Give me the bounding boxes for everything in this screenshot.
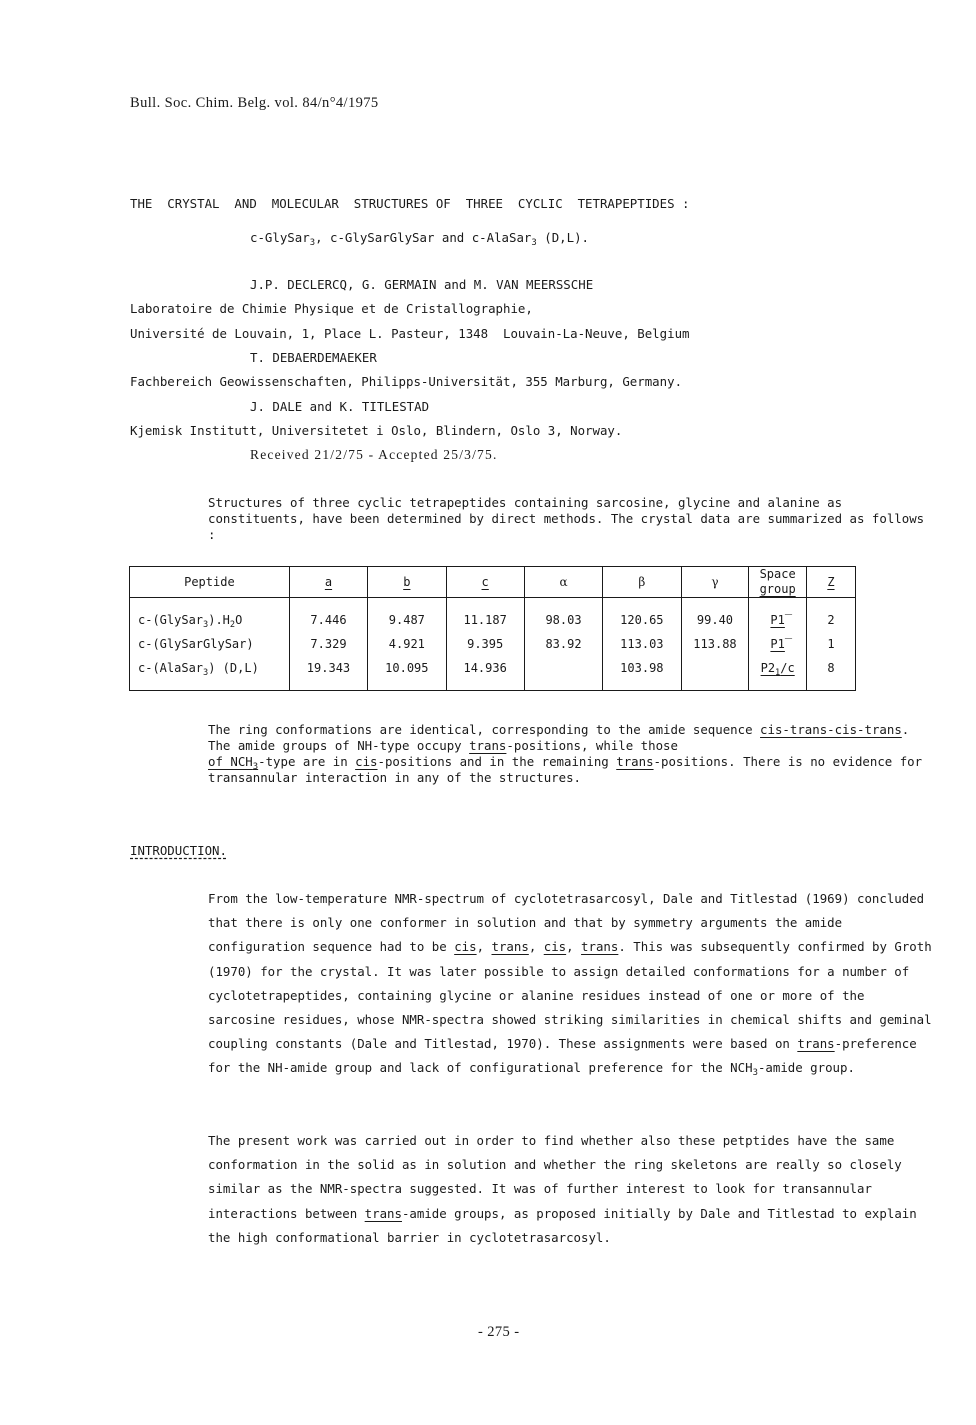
intro-paragraph-1: From the low-temperature NMR-spectrum of cyclotetrasarcosyl, Dale and Titlestad (1969) concluded that there is only one conformer in solution and that by symmetry arguments the amide configuration sequence had to be cis, trans, cis, trans. This was subsequently confirmed by Groth (1970) for the crystal. It was later possible to assign detailed conformations for a number of cyclotetrapeptides, containing glycine or alanine residues instead of one or more of the sarcosine residues, whose NMR-spectra showed striking similarities in chemical shifts and geminal coupling constants (Dale and Titlestad, 1970). These assignments were based on trans-preference for the NH-amide group and lack of configurational preference for the $NCH_3$-amide group. — [208, 891, 932, 1079]
col-space-group: Space group — [749, 567, 806, 598]
cell-b: 9.487 — [368, 598, 446, 633]
cell-b: 4.921 — [368, 632, 446, 656]
col-beta: β — [603, 567, 681, 598]
cell-alpha — [524, 656, 602, 691]
cell-gamma: 113.88 — [681, 632, 749, 656]
journal-citation: Bull. Soc. Chim. Belg. vol. 84/n°4/1975 — [130, 95, 379, 111]
cell-space-group: $P2_1/c$ — [749, 656, 806, 691]
crystal-data-table — [129, 566, 856, 691]
abstract-paragraph-1: Structures of three cyclic tetrapeptides containing sarcosine, glycine and alanine as constituents, have been determined by direct methods. The crystal data are summarized as follows : — [208, 495, 925, 542]
affiliation-1b: Université de Louvain, 1, Place L. Pasteur, 1348 Louvain-La-Neuve, Belgium — [130, 326, 690, 341]
cell-alpha: 83.92 — [524, 632, 602, 656]
col-alpha: α — [524, 567, 602, 598]
cell-gamma — [681, 656, 749, 691]
cell-peptide: c-(AlaSar$_3$) (D,L) — [130, 656, 290, 691]
cell-c: 11.187 — [446, 598, 524, 633]
table-row — [130, 598, 856, 633]
cell-z: 1 — [806, 632, 855, 656]
page-number: - 275 - — [478, 1324, 520, 1340]
cell-z: 2 — [806, 598, 855, 633]
cell-a: 7.446 — [289, 598, 367, 633]
cell-c: 9.395 — [446, 632, 524, 656]
table-row — [130, 656, 856, 691]
cell-alpha: 98.03 — [524, 598, 602, 633]
cell-space-group: P1̅ — [749, 632, 806, 656]
col-c: c — [481, 574, 489, 589]
col-gamma: γ — [681, 567, 749, 598]
abstract-paragraph-2: The ring conformations are identical, corresponding to the amide sequence cis-trans-cis-trans. The amide groups of NH-type occupy trans-positions, while those of $NCH_3$-type are in cis-positions and in the remaining trans-positions. There is no evidence for transannular interaction in any of the structures. — [208, 722, 923, 785]
cell-beta: 120.65 — [603, 598, 681, 633]
affiliation-1: Laboratoire de Chimie Physique et de Cristallographie, — [130, 301, 533, 316]
author-names-2: T. DEBAERDEMAEKER — [250, 350, 377, 365]
table-row — [130, 632, 856, 656]
cell-z: 8 — [806, 656, 855, 691]
cell-c: 14.936 — [446, 656, 524, 691]
cell-gamma: 99.40 — [681, 598, 749, 633]
affiliation-2: Fachbereich Geowissenschaften, Philipps-Universität, 355 Marburg, Germany. — [130, 374, 683, 389]
received-date: Received 21/2/75 - Accepted 25/3/75. — [250, 447, 498, 462]
table-header-row — [130, 567, 856, 598]
cell-a: 19.343 — [289, 656, 367, 691]
section-heading-introduction: INTRODUCTION. — [130, 843, 227, 858]
col-b: b — [403, 574, 411, 589]
cell-b: 10.095 — [368, 656, 446, 691]
col-z: Z — [827, 574, 835, 589]
col-a: a — [324, 574, 333, 589]
paper-title: THE CRYSTAL AND MOLECULAR STRUCTURES OF THREE CYCLIC TETRAPEPTIDES : — [130, 196, 690, 211]
paper-subtitle: c-GlySar$_3$, c-GlySarGlySar and c-AlaSar$_3$ (D,L). — [250, 230, 589, 249]
affiliation-3: Kjemisk Institutt, Universitetet i Oslo, Blindern, Oslo 3, Norway. — [130, 423, 623, 438]
author-names-1: J.P. DECLERCQ, G. GERMAIN and M. VAN MEERSSCHE — [250, 277, 594, 292]
col-peptide: Peptide — [130, 567, 290, 598]
cell-peptide: c-(GlySarGlySar) — [130, 632, 290, 656]
cell-a: 7.329 — [289, 632, 367, 656]
cell-beta: 103.98 — [603, 656, 681, 691]
author-names-3: J. DALE and K. TITLESTAD — [250, 399, 430, 414]
cell-space-group: P1̅ — [749, 598, 806, 633]
cell-peptide: $c-(GlySar_3).H_2O$ — [130, 598, 290, 633]
intro-paragraph-2: The present work was carried out in order to find whether also these petptides have the same conformation in the solid as in solution and whether the ring skeletons are really so closely similar as the NMR-spectra suggested. It was of further interest to look for transannular interactions between trans-amide groups, as proposed initially by Dale and Titlestad to explain the high conformational barrier in cyclotetrasarcosyl. — [208, 1133, 917, 1245]
cell-beta: 113.03 — [603, 632, 681, 656]
